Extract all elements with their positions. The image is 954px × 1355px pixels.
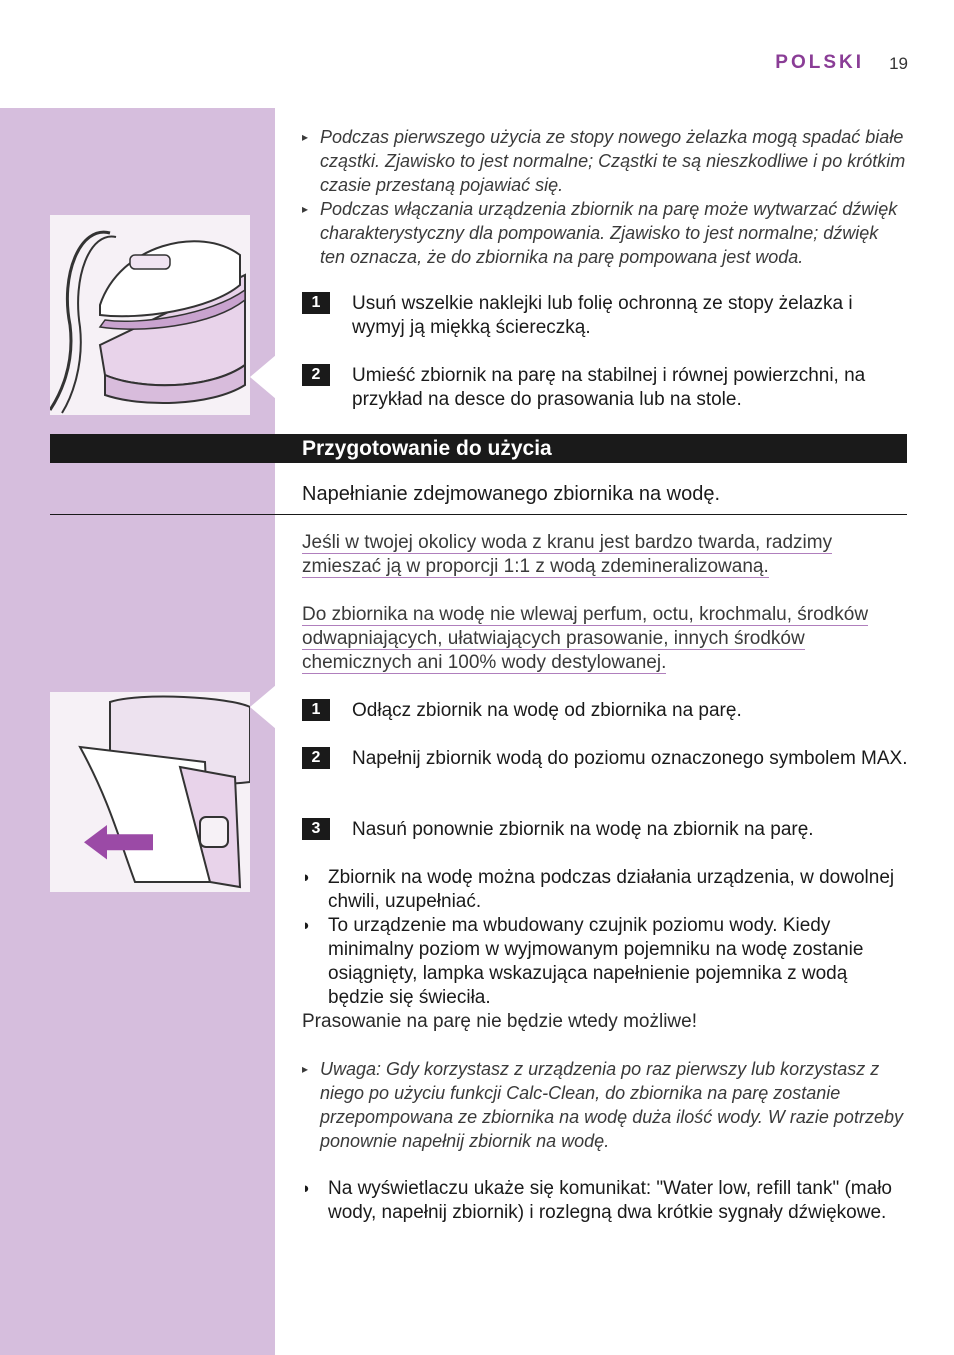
water-tank-illustration	[50, 692, 250, 892]
result-item: ◗ Na wyświetlaczu ukaże się komunikat: "Water low, refill tank" (mało wody, napełnij zbiornik) i rozlegną dwa krótkie sygnały dźwiękowe.	[302, 1177, 908, 1225]
warning-text	[302, 603, 908, 675]
divider	[50, 514, 907, 515]
warning-text-span: Do zbiornika na wodę nie wlewaj perfum, octu, krochmalu, środków odwapniających, ułatwiających prasowanie, innych środków chemicznych ani 100% wody destylowanej.	[302, 604, 869, 673]
final-result	[302, 1177, 908, 1225]
step-item	[302, 292, 908, 340]
step-item	[302, 818, 908, 842]
step-text: Napełnij zbiornik wodą do poziomu oznaczonego symbolem MAX.	[352, 748, 908, 769]
steps-a	[302, 292, 908, 340]
top-notes	[302, 125, 908, 269]
step-item	[302, 747, 908, 771]
step-text: Nasuń ponownie zbiornik na wodę na zbiornik na parę.	[352, 819, 814, 840]
results	[302, 866, 908, 1034]
note-item: ▸ Podczas pierwszego użycia ze stopy nowego żelazka mogą spadać białe cząstki. Zjawisko to jest normalne; Cząstki te są nieszkodliwe i po krótkim czasie przestaną pojawiać się.	[302, 125, 908, 197]
water-tank-icon	[50, 692, 250, 892]
iron-illustration	[50, 215, 250, 415]
illustration-pointer	[250, 685, 276, 729]
step-number: 2	[302, 747, 330, 769]
page-number: 19	[889, 54, 908, 73]
language-label: POLSKI	[775, 52, 864, 73]
illustration-pointer	[250, 355, 276, 399]
warning-text	[302, 531, 908, 579]
step-item	[302, 699, 908, 723]
steps-b-2	[302, 747, 908, 771]
plain-line: Prasowanie na parę nie będzie wtedy możliwe!	[302, 1011, 697, 1032]
steps-b-3	[302, 818, 908, 842]
step-text: Umieść zbiornik na parę na stabilnej i równej powierzchni, na przykład na desce do prasowania lub na stole.	[352, 365, 866, 410]
warning-block	[302, 603, 908, 675]
step-number: 1	[302, 699, 330, 721]
step-text: Odłącz zbiornik na wodę od zbiornika na parę.	[352, 700, 742, 721]
section-title: Przygotowanie do użycia	[302, 437, 552, 460]
warning-block	[302, 531, 908, 579]
result-item: ◗ To urządzenie ma wbudowany czujnik poziomu wody. Kiedy minimalny poziom w wyjmowanym pojemniku na wodę zostanie osiągnięty, lampka wskazująca napełnienie pojemnika z wodą będzie się świeciła.	[302, 914, 908, 1010]
step-number: 2	[302, 364, 330, 386]
step-item	[302, 364, 908, 412]
note-item: ▸ Uwaga: Gdy korzystasz z urządzenia po raz pierwszy lub korzystasz z niego po użyciu funkcji Calc-Clean, do zbiornika na parę zostanie przepompowana ze zbiornika na wodę duża ilość wody. W razie potrzeby ponownie napełnij zbiornik na wodę.	[302, 1057, 908, 1153]
subheading: Napełnianie zdejmowanego zbiornika na wodę.	[302, 483, 721, 505]
steam-iron-icon	[50, 215, 250, 415]
steps-b	[302, 699, 908, 723]
step-text: Usuń wszelkie naklejki lub folię ochronną ze stopy żelazka i wymyj ją miękką ściereczką.	[352, 293, 853, 338]
step-number: 1	[302, 292, 330, 314]
steps-a-2	[302, 364, 908, 412]
warning-text-span: Jeśli w twojej okolicy woda z kranu jest bardzo twarda, radzimy zmieszać ją w proporcji 1:1 z wodą zdemineralizowaną.	[302, 532, 833, 577]
result-item: ◗ Zbiornik na wodę można podczas działania urządzenia, w dowolnej chwili, uzupełniać.	[302, 866, 908, 914]
step-number: 3	[302, 818, 330, 840]
note-item: ▸ Podczas włączania urządzenia zbiornik na parę może wytwarzać dźwięk charakterystyczny dla pompowania. Zjawisko to jest normalne; dźwięk ten oznacza, że do zbiornika na parę pompowana jest woda.	[302, 197, 908, 269]
bottom-note	[302, 1057, 908, 1153]
